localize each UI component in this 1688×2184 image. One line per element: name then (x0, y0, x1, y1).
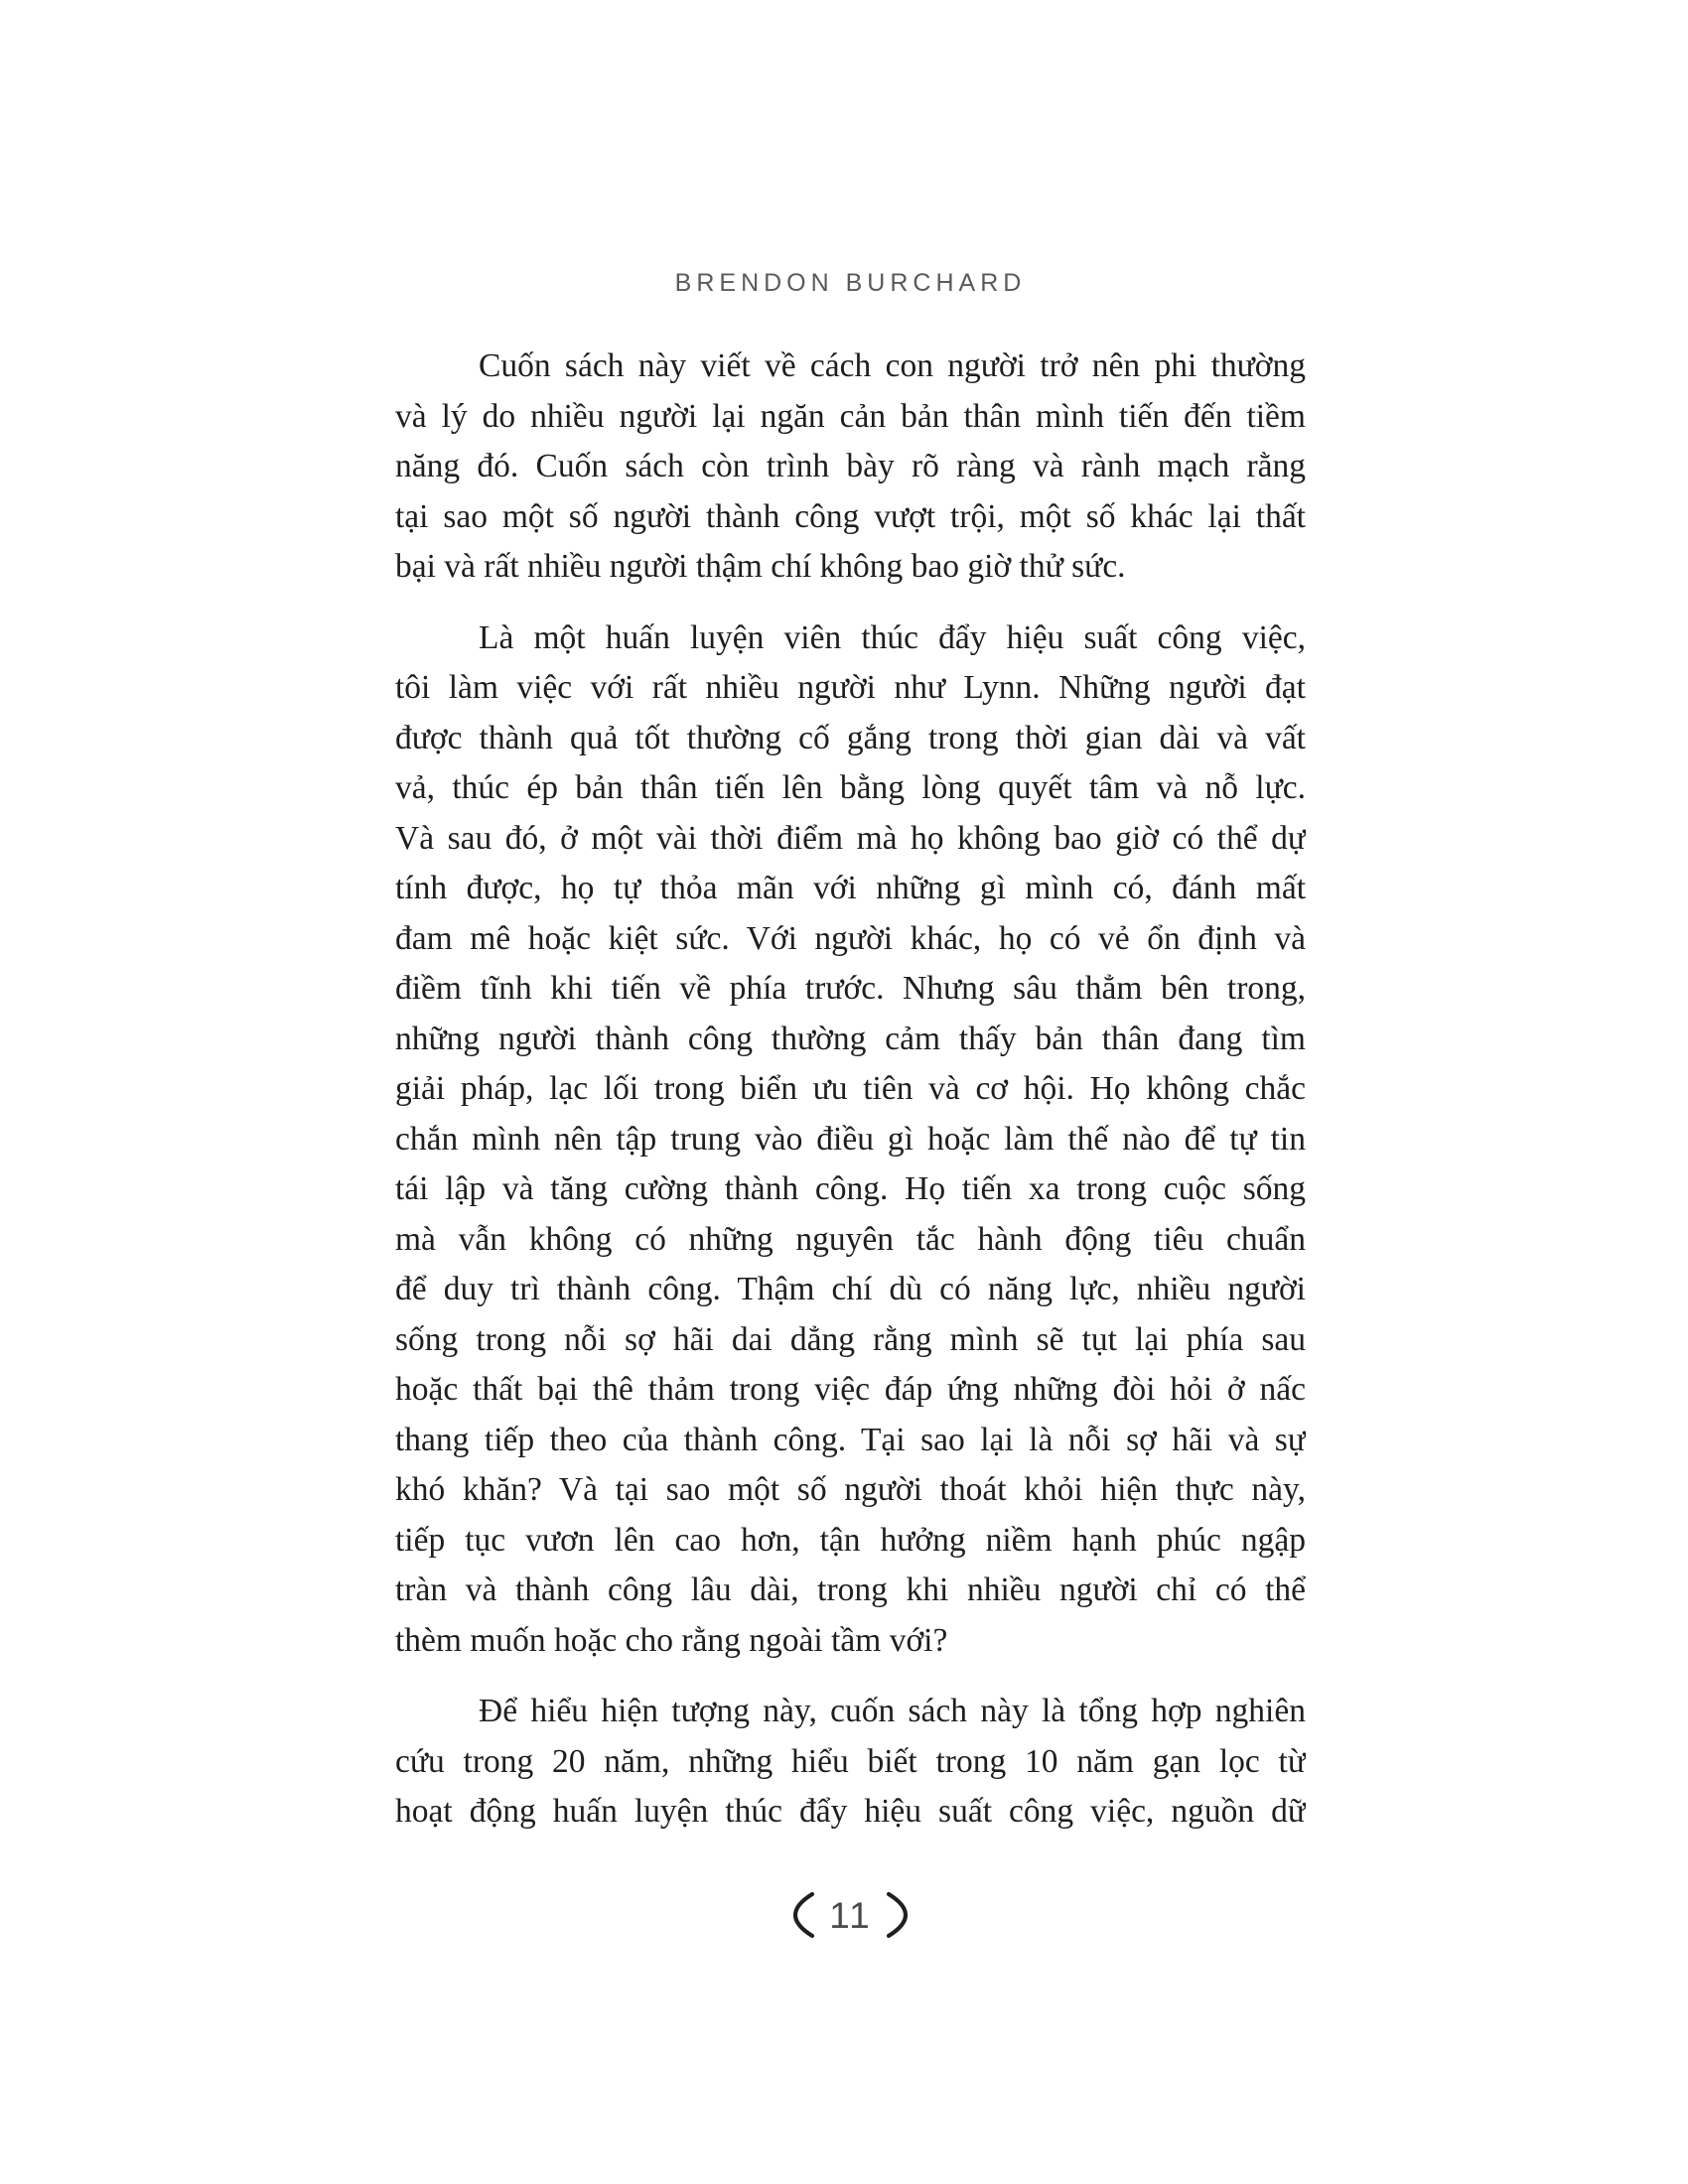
text-line: thèm muốn hoặc cho rằng ngoài tầm với? (395, 1621, 948, 1659)
text-line: và lý do nhiều người lại ngăn cản bản thân mình tiến đến tiềm (395, 397, 1306, 435)
text-line: Là một huấn luyện viên thúc đẩy hiệu suất công việc, (479, 618, 1306, 656)
text-line: tại sao một số người thành công vượt trội, một số khác lại thất (395, 497, 1306, 535)
text-line: chắn mình nên tập trung vào điều gì hoặc làm thế nào để tự tin (395, 1120, 1306, 1158)
text-line: khó khăn? Và tại sao một số người thoát khỏi hiện thực này, (395, 1471, 1306, 1508)
text-line: sống trong nỗi sợ hãi dai dẳng rằng mình sẽ tụt lại phía sau (395, 1320, 1306, 1358)
text-line: hoạt động huấn luyện thúc đẩy hiệu suất công việc, nguồn dữ (395, 1793, 1306, 1830)
text-line: tiếp tục vươn lên cao hơn, tận hưởng niềm hạnh phúc ngập (395, 1521, 1306, 1559)
text-line: đam mê hoặc kiệt sức. Với người khác, họ có vẻ ổn định và (395, 919, 1306, 957)
paragraph (395, 614, 1306, 1667)
running-head: BRENDON BURCHARD (674, 269, 1027, 297)
text-line: thang tiếp theo của thành công. Tại sao lại là nỗi sợ hãi và sự (395, 1421, 1306, 1458)
text-line: tôi làm việc với rất nhiều người như Lynn. Những người đạt (395, 669, 1306, 706)
text-line: mà vẫn không có những nguyên tắc hành động tiêu chuẩn (395, 1220, 1306, 1258)
text-line: vả, thúc ép bản thân tiến lên bằng lòng quyết tâm và nỗ lực. (395, 769, 1306, 806)
text-line: điềm tĩnh khi tiến về phía trước. Nhưng sâu thẳm bên trong, (395, 970, 1306, 1007)
left-arc-ornament-icon (781, 1891, 814, 1939)
text-line: giải pháp, lạc lối trong biển ưu tiên và cơ hội. Họ không chắc (395, 1070, 1306, 1107)
text-line: tính được, họ tự thỏa mãn với những gì mình có, đánh mất (395, 870, 1306, 906)
text-line: hoặc thất bại thê thảm trong việc đáp ứng những đòi hỏi ở nấc (395, 1371, 1306, 1408)
right-arc-ornament-icon (887, 1891, 919, 1939)
text-line: Để hiểu hiện tượng này, cuốn sách này là tổng hợp nghiên (479, 1693, 1306, 1729)
text-line: tràn và thành công lâu dài, trong khi nhiều người chỉ có thể (395, 1571, 1306, 1608)
paragraph (395, 341, 1306, 593)
paragraph (395, 1687, 1306, 1838)
text-line: những người thành công thường cảm thấy bản thân đang tìm (395, 1020, 1306, 1057)
text-line: cứu trong 20 năm, những hiểu biết trong 10 năm gạn lọc từ (395, 1742, 1306, 1780)
text-line: Cuốn sách này viết về cách con người trở nên phi thường (479, 347, 1306, 384)
page-footer (395, 1889, 1306, 1941)
text-line: năng đó. Cuốn sách còn trình bày rõ ràng và rành mạch rằng (395, 448, 1306, 484)
page-number: 11 (829, 1894, 872, 1936)
text-line: Và sau đó, ở một vài thời điểm mà họ không bao giờ có thể dự (395, 819, 1306, 857)
text-line: bại và rất nhiều người thậm chí không bao giờ thử sức. (395, 548, 1126, 585)
text-line: được thành quả tốt thường cố gắng trong thời gian dài và vất (395, 719, 1306, 756)
text-line: tái lập và tăng cường thành công. Họ tiến xa trong cuộc sống (395, 1170, 1306, 1207)
text-line: để duy trì thành công. Thậm chí dù có năng lực, nhiều người (395, 1271, 1306, 1307)
body-text (395, 341, 1306, 1838)
